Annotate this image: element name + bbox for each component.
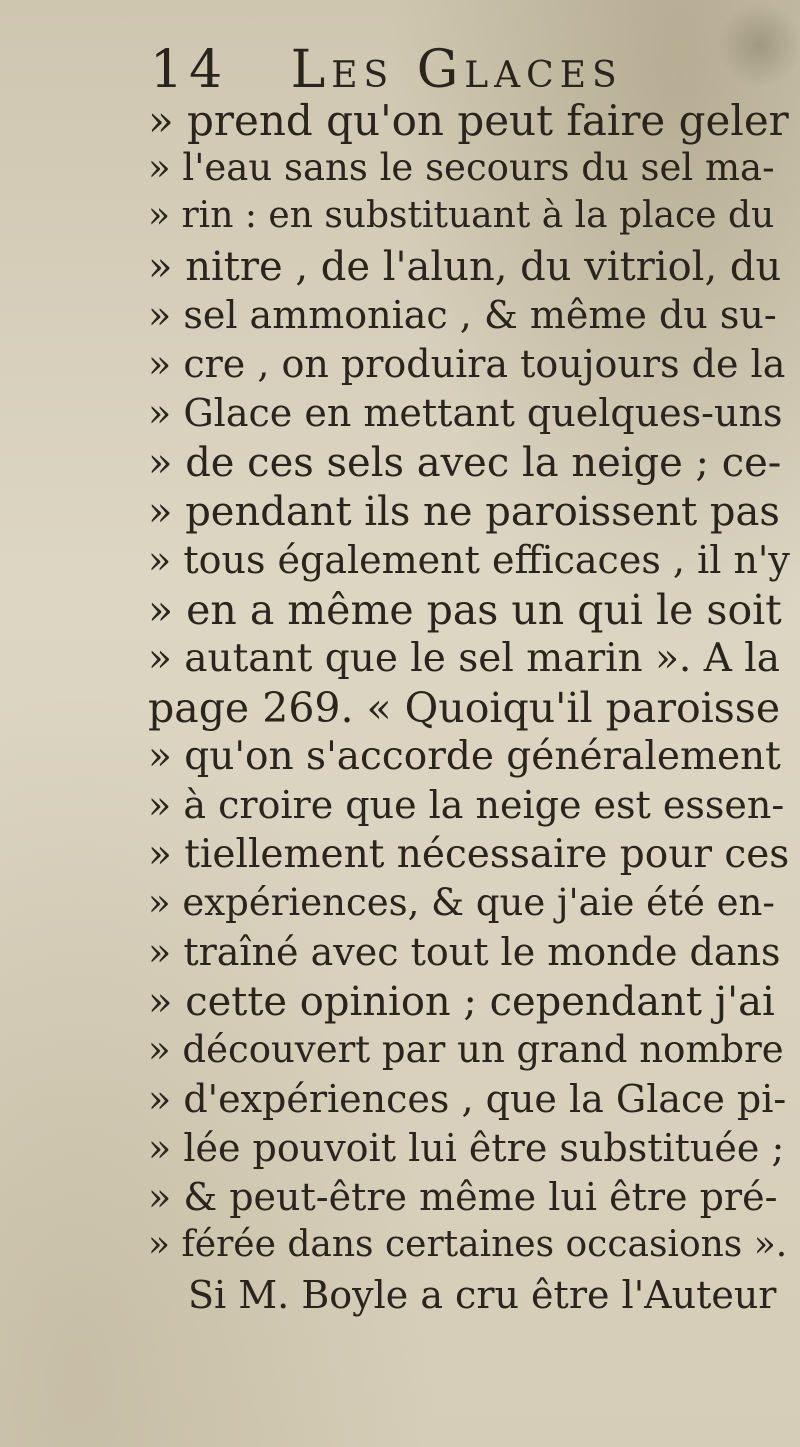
text-line: » cette opinion ; cependant j'ai: [148, 979, 775, 1025]
text-line: » traîné avec tout le monde dans: [148, 930, 781, 974]
text-line: » sel ammoniac , & même du su-: [148, 293, 777, 337]
text-line: » prend qu'on peut faire geler: [148, 96, 789, 145]
text-line: » nitre , de l'alun, du vitriol, du: [148, 244, 782, 290]
text-line: » férée dans certaines occasions ».: [148, 1224, 788, 1265]
running-title: Les Glaces: [290, 40, 623, 100]
text-line: » de ces sels avec la neige ; ce-: [148, 440, 782, 486]
text-line: » rin : en substituant à la place du: [148, 195, 775, 236]
text-line: » l'eau sans le secours du sel ma-: [148, 146, 775, 189]
text-line: » cre , on produira toujours de la: [148, 342, 786, 386]
text-line: » Glace en mettant quelques-uns: [148, 391, 783, 435]
text-line: » pendant ils ne paroissent pas: [148, 489, 780, 535]
text-line: » autant que le sel marin ». A la: [148, 636, 781, 681]
page-number: 14: [150, 40, 229, 100]
text-line: » découvert par un grand nombre: [148, 1028, 784, 1071]
text-line: page 269. « Quoiqu'il paroisse: [148, 684, 781, 732]
text-line: » d'expériences , que la Glace pi-: [148, 1077, 787, 1121]
page-header: [150, 40, 623, 100]
text-line: » tous également efficaces , il n'y: [148, 538, 790, 582]
text-line: » lée pouvoit lui être substituée ;: [148, 1126, 785, 1170]
text-line: » expériences, & que j'aie été en-: [148, 881, 775, 924]
text-line: » qu'on s'accorde généralement: [148, 734, 781, 779]
text-line: Si M. Boyle a cru être l'Auteur: [188, 1273, 777, 1317]
text-line: » à croire que la neige est essen-: [148, 783, 785, 827]
text-line: » tiellement nécessaire pour ces: [148, 832, 790, 877]
paper-stain: [720, 0, 800, 90]
text-line: » en a même pas un qui le soit: [148, 586, 782, 634]
text-line: » & peut-être même lui être pré-: [148, 1175, 778, 1219]
